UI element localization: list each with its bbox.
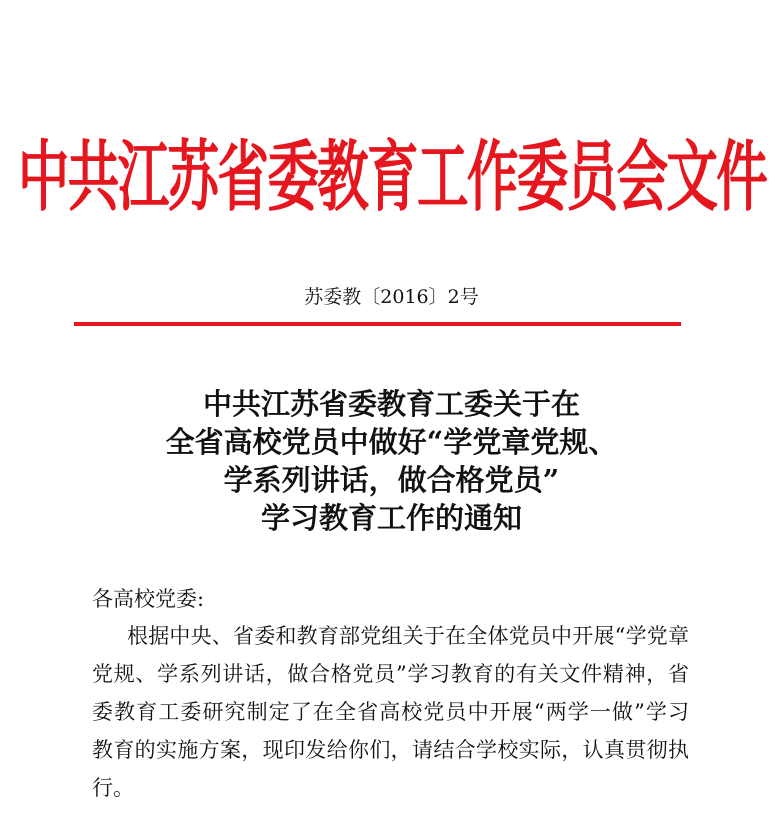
document-masthead [0, 128, 783, 228]
red-divider-line [74, 322, 681, 326]
body-paragraph-line: 党规、学系列讲话，做合格党员”学习教育的有关文件精神，省 [92, 662, 689, 686]
body-paragraph-line: 教育的实施方案，现印发给你们，请结合学校实际，认真贯彻执 [92, 738, 689, 762]
notice-title-line: 中共江苏省委教育工委关于在 [202, 387, 580, 421]
body-paragraph-line: 委教育工委研究制定了在全省高校党员中开展“两学一做”学习 [92, 700, 689, 724]
salutation: 各高校党委: [92, 587, 205, 611]
notice-title-line: 全省高校党员中做好“学党章党规、 [165, 425, 618, 459]
notice-title-line: 学系列讲话，做合格党员” [223, 463, 560, 497]
body-paragraph-line: 根据中央、省委和教育部党组关于在全体党员中开展“学党章 [127, 624, 689, 648]
masthead-title: 中共江苏省委教育工作委员会文件 [17, 133, 766, 223]
notice-title [0, 385, 783, 537]
document-number: 苏委教〔2016〕2号 [304, 286, 479, 308]
body-paragraph-line: 行。 [92, 776, 134, 800]
notice-title-line: 学习教育工作的通知 [260, 501, 522, 535]
